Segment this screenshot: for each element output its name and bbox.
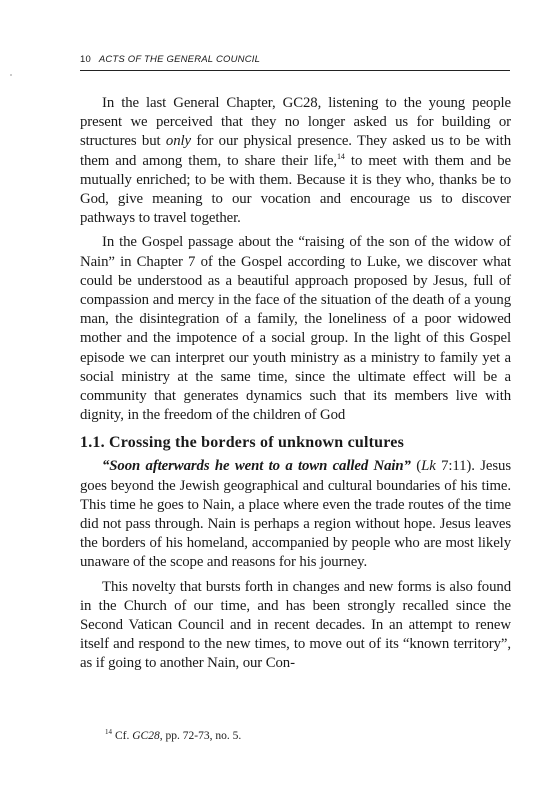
- paragraph-1-text-a: In the last General Chapter, GC28, listening to the young people present we perceived that they no longer asked us for building or structures but: [80, 95, 511, 150]
- paragraph-3: [80, 457, 511, 572]
- page-number: 10: [80, 54, 91, 65]
- margin-mark: [10, 74, 12, 76]
- paragraph-2: In the Gospel passage about the “raising of the son of the widow of Nain” in Chapter 7 of the Gospel according to Luke, we discover what could be understood as a beautiful approach proposed by Jesus, full of compassion and mercy in the face of the situation of the death of a young man, the disintegration of a family, the loneliness of a poor widowed mother and the impotence of a social group. In the light of this Gospel episode we can interpret our youth ministry as a ministry to family yet a social ministry at the same time, since the ultimate effect will be a community that generates dynamics such that its members live with dignity, in the freedom of the children of God: [80, 234, 511, 424]
- paragraph-4: This novelty that bursts forth in changes and new forms is also found in the Church of our time, and has been strongly recalled since the Second Vatican Council and in recent decades. In an attempt to renew itself and respond to the new times, to move out of its “known territory”, as if going to another Nain, our Con-: [80, 578, 511, 672]
- running-header: [80, 52, 510, 71]
- scripture-ref-rest: 7:11).: [435, 458, 475, 475]
- paragraph-1-text-b: for our physical presence. They asked us to be with them and among them, to share their life,: [80, 133, 511, 169]
- section-heading: 1.1. Crossing the borders of unknown cultures: [80, 434, 405, 452]
- scripture-quote: “Soon afterwards he went to a town called Nain”: [102, 458, 411, 475]
- paragraph-1: [80, 94, 511, 228]
- paragraph-1-emphasis: only: [165, 133, 191, 150]
- scripture-book: Lk: [421, 458, 436, 475]
- footnote-reference[interactable]: 14: [337, 151, 345, 161]
- paragraph-3-text: Jesus goes beyond the Jewish geographical and cultural boundaries of his time. This time he goes to Nain, a place where even the trade routes of the time did not pass through. Nain is perhaps a region without hope. Jesus leaves the borders of his homeland, accompanied by people who are most likely unaware of the scope and reasons for his journey.: [80, 458, 511, 571]
- body-text: [80, 94, 511, 679]
- paragraph-1-text-c: to meet with them and be mutually enriched; to be with them. Because it is they who, thanks be to God, give meaning to our vocation and encourage us to discover pathways to travel together.: [80, 152, 511, 227]
- footnote-source: GC28: [132, 730, 160, 742]
- footnote-rest: , pp. 72-73, no. 5.: [159, 730, 242, 742]
- running-title: ACTS OF THE GENERAL COUNCIL: [98, 54, 261, 65]
- footnote-number: 14: [105, 728, 112, 737]
- footnote-prefix: Cf.: [115, 730, 133, 742]
- footnote: [105, 729, 505, 743]
- scripture-ref-open: (: [410, 458, 422, 475]
